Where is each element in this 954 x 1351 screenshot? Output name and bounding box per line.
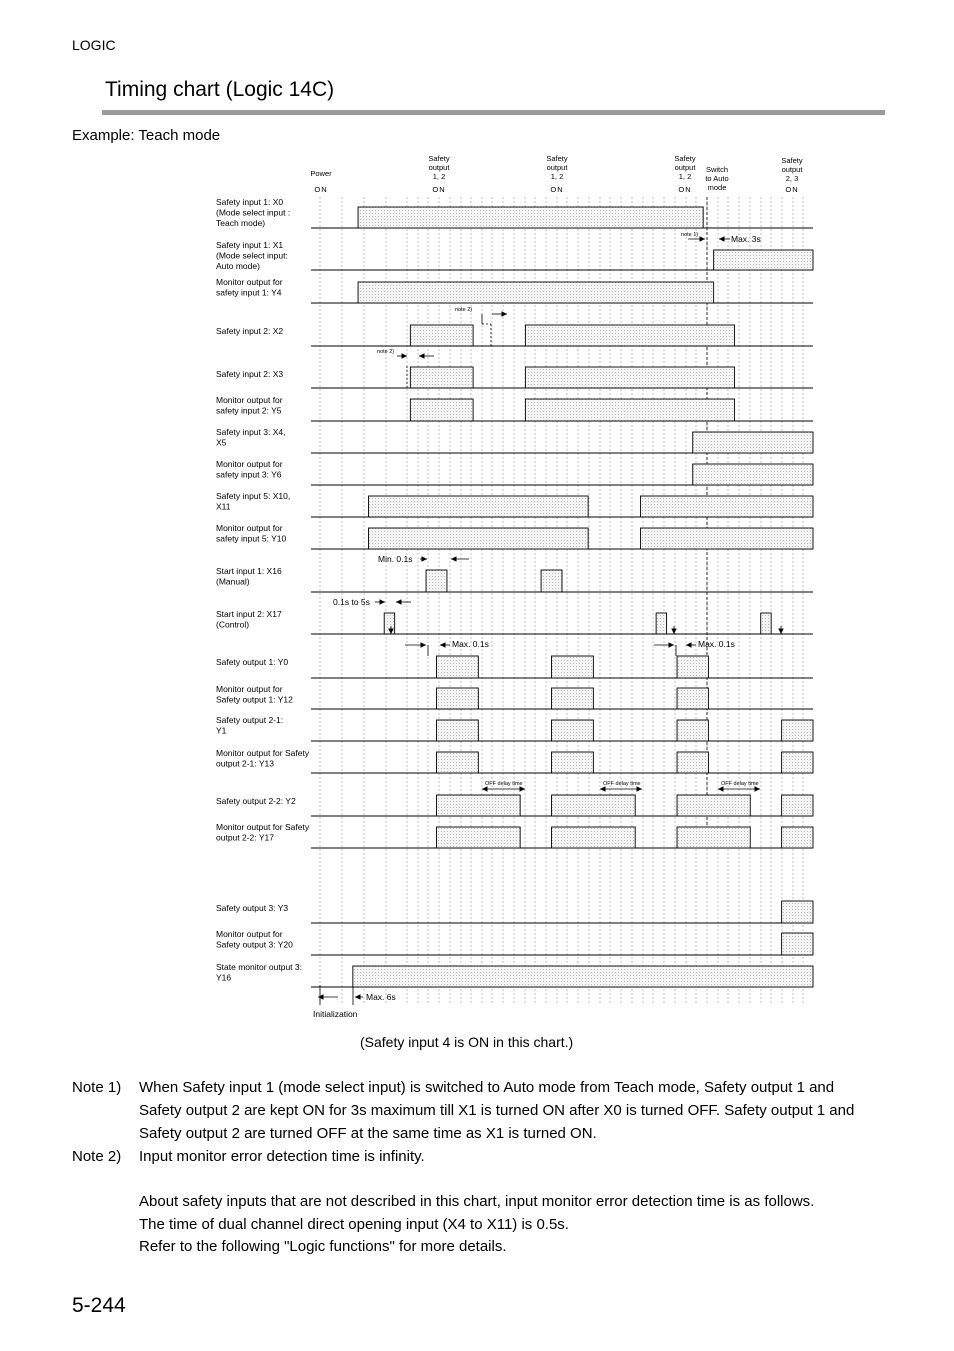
signal-pulse bbox=[693, 432, 813, 453]
signal-pulse bbox=[384, 613, 394, 634]
column-header-label: Power bbox=[310, 169, 332, 178]
column-header-label: Switch bbox=[705, 165, 729, 174]
initialization-label: Initialization bbox=[313, 1009, 358, 1019]
signal-label: Safety output 3: Y3 bbox=[216, 903, 289, 913]
signal-pulse bbox=[353, 966, 813, 987]
signal-pulse bbox=[437, 656, 479, 678]
column-header-label: 1, 2 bbox=[550, 172, 564, 181]
signal-label: Safety input 1: X0 (Mode select input : Teach mode) bbox=[216, 197, 291, 228]
page-number: 5-244 bbox=[72, 1294, 126, 1317]
signal-pulse bbox=[782, 901, 813, 923]
note-1-line-1: When Safety input 1 (mode select input) is switched to Auto mode from Teach mode, Safety output 1 and bbox=[139, 1079, 835, 1096]
column-header-label: mode bbox=[707, 183, 727, 192]
note-1-line-2: Safety output 2 are kept ON for 3s maximum till X1 is turned ON after X0 is turned OFF. Safety output 1 and bbox=[139, 1102, 855, 1119]
signal-label: Start input 2: X17 (Control) bbox=[216, 609, 282, 630]
signal-pulse bbox=[410, 367, 473, 388]
signal-pulse bbox=[782, 933, 813, 955]
column-header-state: ON bbox=[432, 185, 446, 194]
signal-label: Monitor output for Safety output 1: Y12 bbox=[216, 684, 293, 705]
signal-pulse bbox=[541, 570, 562, 592]
column-header-label: Safety bbox=[428, 154, 450, 163]
signal-label: Monitor output for safety input 3: Y6 bbox=[216, 459, 283, 480]
signal-pulse bbox=[640, 528, 813, 549]
column-header-label: output bbox=[674, 163, 696, 172]
signal-pulse bbox=[552, 720, 594, 741]
signal-pulse bbox=[677, 827, 750, 848]
signal-pulse bbox=[782, 720, 813, 741]
max01-label-a: Max. 0.1s bbox=[452, 639, 489, 649]
column-header-label: 1, 2 bbox=[432, 172, 446, 181]
signal-pulse bbox=[693, 464, 813, 485]
range-label: 0.1s to 5s bbox=[333, 597, 370, 607]
page-title: Timing chart (Logic 14C) bbox=[105, 78, 335, 101]
note-2-label: Note 2) bbox=[72, 1148, 122, 1165]
signal-label: Safety input 3: X4, X5 bbox=[216, 427, 286, 448]
chart-annotations bbox=[313, 232, 781, 1019]
signal-pulse bbox=[761, 613, 771, 634]
chart-grid bbox=[320, 197, 803, 1005]
signal-pulse bbox=[640, 496, 813, 517]
signal-pulse bbox=[410, 325, 473, 346]
signal-pulse bbox=[437, 795, 521, 816]
signal-label: Start input 1: X16 (Manual) bbox=[216, 566, 282, 587]
signal-pulse bbox=[437, 688, 479, 709]
note-paragraph-3: Refer to the following "Logic functions" for more details. bbox=[139, 1238, 507, 1255]
signal-label: Safety input 5: X10, X11 bbox=[216, 491, 291, 512]
signal-pulse bbox=[782, 827, 813, 848]
signal-label: Safety input 2: X2 bbox=[216, 326, 284, 336]
off-delay-label: OFF delay time bbox=[485, 781, 523, 787]
column-header-label: Safety bbox=[546, 154, 568, 163]
signal-pulse bbox=[358, 282, 714, 303]
column-header-label: output bbox=[428, 163, 450, 172]
signal-pulse bbox=[552, 827, 636, 848]
signal-pulse bbox=[426, 570, 447, 592]
section-label: LOGIC bbox=[72, 37, 116, 53]
signal-label: Safety output 2-1: Y1 bbox=[216, 715, 284, 736]
column-header-label: Safety bbox=[674, 154, 696, 163]
signal-pulse bbox=[525, 367, 734, 388]
max01-label-b: Max. 0.1s bbox=[698, 639, 735, 649]
signal-pulse bbox=[525, 325, 734, 346]
signal-pulse bbox=[677, 795, 750, 816]
column-header-label: 2, 3 bbox=[785, 174, 799, 183]
signal-label: Monitor output for Safety output 3: Y20 bbox=[216, 929, 293, 950]
note-paragraph-1: About safety inputs that are not described in this chart, input monitor error detection time is as follows. bbox=[139, 1193, 815, 1210]
signal-label: Safety input 1: X1 (Mode select input: Auto mode) bbox=[216, 240, 288, 271]
signal-pulse bbox=[656, 613, 666, 634]
note-1-line-3: Safety output 2 are turned OFF at the same time as X1 is turned ON. bbox=[139, 1125, 597, 1142]
signal-pulse bbox=[437, 752, 479, 773]
signal-pulse bbox=[525, 399, 734, 421]
note-1-label: Note 1) bbox=[72, 1079, 122, 1096]
note-1-marker: note 1) bbox=[681, 232, 699, 238]
signal-label: Monitor output for Safety output 2-1: Y13 bbox=[216, 748, 310, 769]
signal-pulse bbox=[552, 656, 594, 678]
signal-pulse bbox=[552, 752, 594, 773]
signal-label: State monitor output 3: Y16 bbox=[216, 962, 302, 983]
signal-label: Monitor output for safety input 2: Y5 bbox=[216, 395, 283, 416]
min01-label: Min. 0.1s bbox=[378, 554, 413, 564]
signal-pulse bbox=[369, 496, 589, 517]
off-delay-label: OFF delay time bbox=[721, 781, 759, 787]
column-header-label: output bbox=[781, 165, 803, 174]
signal-label: Safety output 1: Y0 bbox=[216, 657, 289, 667]
note-2-marker-a: note 2) bbox=[455, 307, 473, 313]
signal-pulse bbox=[677, 752, 708, 773]
signal-label: Monitor output for Safety output 2-2: Y17 bbox=[216, 822, 310, 843]
signal-pulse bbox=[358, 207, 703, 228]
chart-caption: (Safety input 4 is ON in this chart.) bbox=[360, 1034, 574, 1050]
signal-pulse bbox=[437, 720, 479, 741]
note-2-line-1: Input monitor error detection time is infinity. bbox=[139, 1148, 425, 1165]
max3s-label: Max. 3s bbox=[731, 234, 761, 244]
column-header-label: to Auto bbox=[705, 174, 729, 183]
example-label: Example: Teach mode bbox=[72, 127, 221, 144]
signal-label: Safety input 2: X3 bbox=[216, 369, 284, 379]
signal-pulse bbox=[677, 720, 708, 741]
signal-pulse bbox=[677, 656, 708, 678]
signal-label: Monitor output for safety input 5: Y10 bbox=[216, 523, 287, 544]
signal-label: Safety output 2-2: Y2 bbox=[216, 796, 296, 806]
column-header-state: ON bbox=[314, 185, 328, 194]
off-delay-label: OFF delay time bbox=[603, 781, 641, 787]
max6s-label: Max. 6s bbox=[366, 992, 396, 1002]
signal-label: Monitor output for safety input 1: Y4 bbox=[216, 277, 283, 298]
signal-pulse bbox=[437, 827, 521, 848]
chart-signal-labels bbox=[216, 197, 310, 983]
column-header-state: ON bbox=[550, 185, 564, 194]
column-header-state: ON bbox=[785, 185, 799, 194]
signal-pulse bbox=[782, 752, 813, 773]
signal-pulse bbox=[552, 795, 636, 816]
signal-pulse bbox=[369, 528, 589, 549]
signal-pulse bbox=[677, 688, 708, 709]
signal-pulse bbox=[410, 399, 473, 421]
chart-column-headers bbox=[310, 154, 803, 194]
column-header-label: output bbox=[546, 163, 568, 172]
column-header-label: 1, 2 bbox=[678, 172, 692, 181]
signal-pulse bbox=[782, 795, 813, 816]
column-header-label: Safety bbox=[781, 156, 803, 165]
note-2-marker-b: note 2) bbox=[377, 349, 395, 355]
signal-pulse bbox=[714, 250, 813, 270]
column-header-state: ON bbox=[678, 185, 692, 194]
note-paragraph-2: The time of dual channel direct opening input (X4 to X11) is 0.5s. bbox=[139, 1216, 569, 1233]
signal-pulse bbox=[552, 688, 594, 709]
